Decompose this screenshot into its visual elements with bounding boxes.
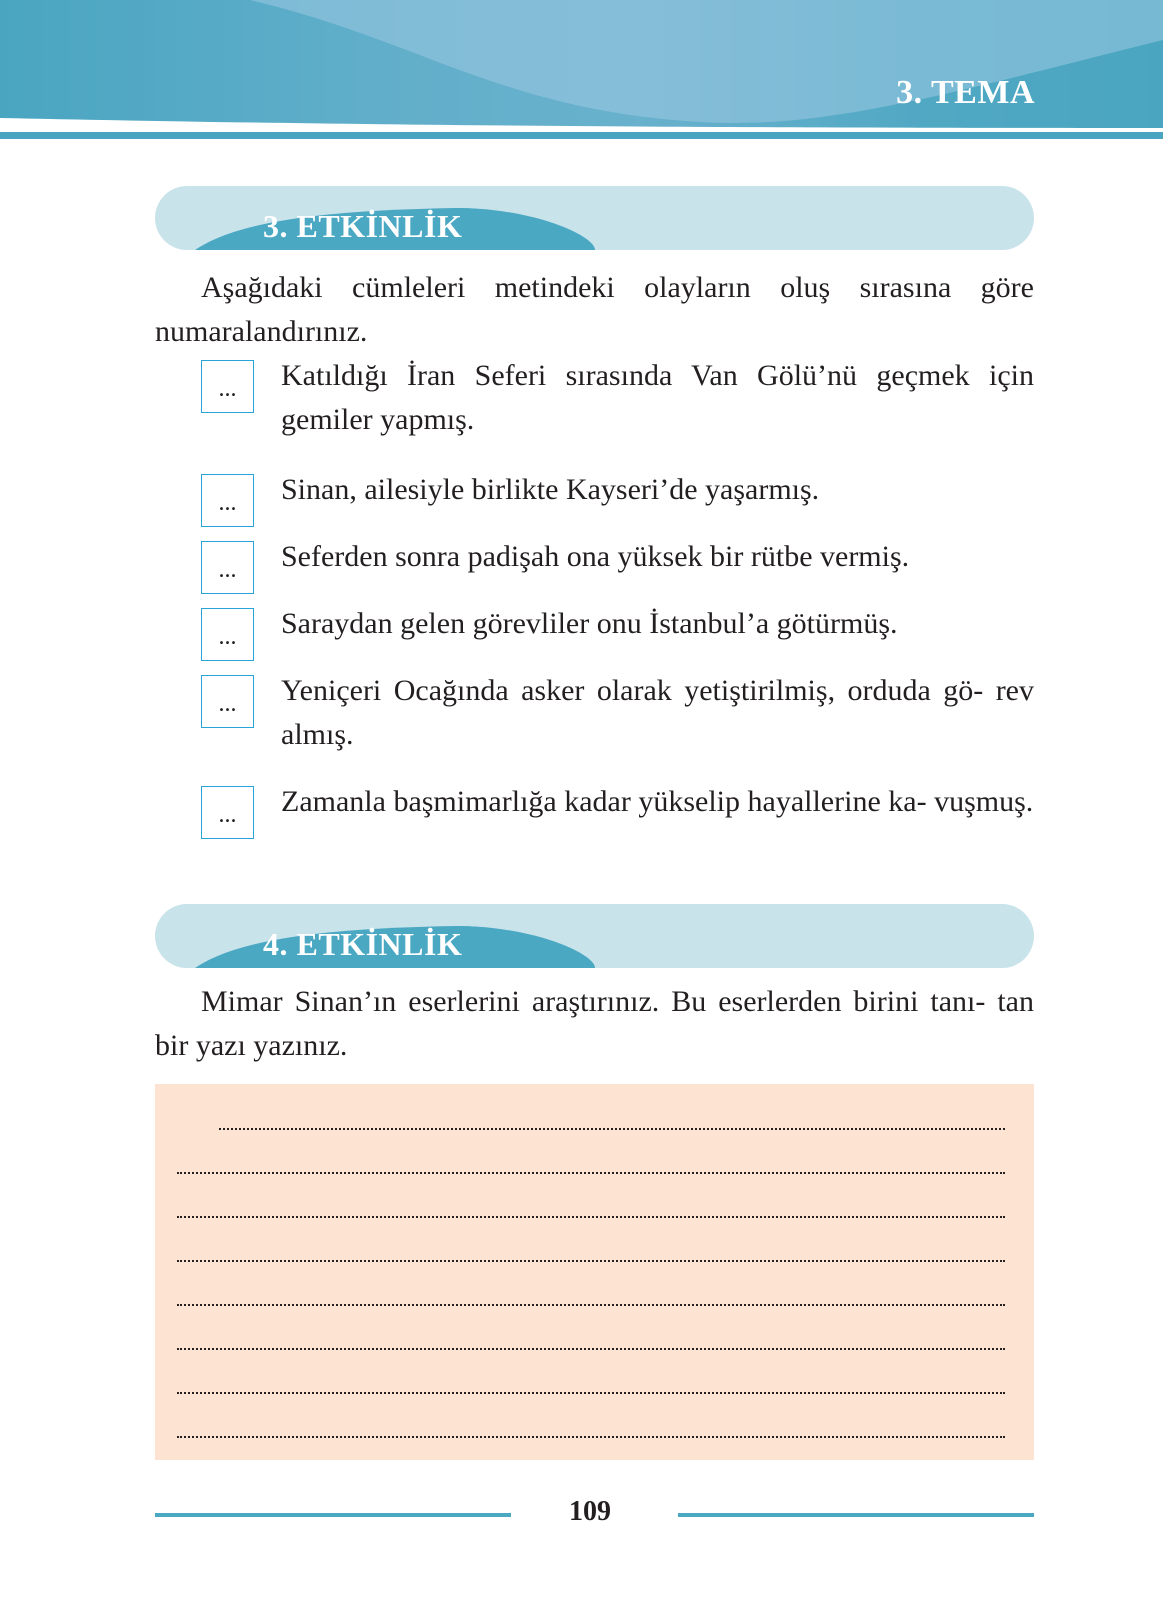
order-item xyxy=(201,359,1034,436)
order-item-text: Zamanla başmimarlığa kadar yükselip hayallerine ka- vuşmuş. xyxy=(281,785,1034,818)
activity-3-title: 3. ETKİNLİK xyxy=(263,208,463,244)
activity-3-instruction: Aşağıdaki cümleleri metindeki olayların oluş sırasına göre numaralandırınız. xyxy=(155,271,1034,348)
order-item xyxy=(201,608,1034,668)
order-item-text: Saraydan gelen görevliler onu İstanbul’a götürmüş. xyxy=(281,607,898,640)
order-item xyxy=(201,541,1034,601)
order-item-text: Katıldığı İran Seferi sırasında Van Gölü’nü geçmek için gemiler yapmış. xyxy=(281,359,1034,436)
order-item xyxy=(201,474,1034,534)
order-number-box[interactable]: ... xyxy=(201,474,254,527)
theme-label: 3. TEMA xyxy=(896,74,1035,111)
activity-4-instruction: Mimar Sinan’ın eserlerini araştırınız. Bu eserlerden birini tanı- tan bir yazı yazınız. xyxy=(155,985,1034,1062)
order-number-box[interactable]: ... xyxy=(201,608,254,661)
page-number: 109 xyxy=(569,1496,611,1527)
order-item-text: Sinan, ailesiyle birlikte Kayseri’de yaşarmış. xyxy=(281,473,820,506)
writing-line[interactable] xyxy=(177,1260,1005,1262)
order-number-box[interactable]: ... xyxy=(201,360,254,413)
answer-writing-area[interactable] xyxy=(155,1084,1034,1460)
order-item-text: Seferden sonra padişah ona yüksek bir rütbe vermiş. xyxy=(281,540,910,573)
order-number-box[interactable]: ... xyxy=(201,675,254,728)
page-header xyxy=(0,0,1163,150)
order-item-text: Yeniçeri Ocağında asker olarak yetiştirilmiş, orduda gö- rev almış. xyxy=(281,674,1034,751)
footer-rule-left xyxy=(155,1513,511,1517)
order-number-box[interactable]: ... xyxy=(201,541,254,594)
order-number-box[interactable]: ... xyxy=(201,786,254,839)
activity-4-title: 4. ETKİNLİK xyxy=(263,926,463,962)
writing-line[interactable] xyxy=(177,1304,1005,1306)
activity-3-banner xyxy=(155,186,1034,252)
writing-line[interactable] xyxy=(177,1392,1005,1394)
order-item xyxy=(201,674,1034,751)
writing-line[interactable] xyxy=(177,1172,1005,1174)
writing-line[interactable] xyxy=(219,1128,1005,1130)
order-item xyxy=(201,786,1034,846)
writing-line[interactable] xyxy=(177,1348,1005,1350)
writing-line[interactable] xyxy=(177,1436,1005,1438)
writing-line[interactable] xyxy=(177,1216,1005,1218)
footer-rule-right xyxy=(678,1513,1034,1517)
activity-4-banner xyxy=(155,904,1034,970)
